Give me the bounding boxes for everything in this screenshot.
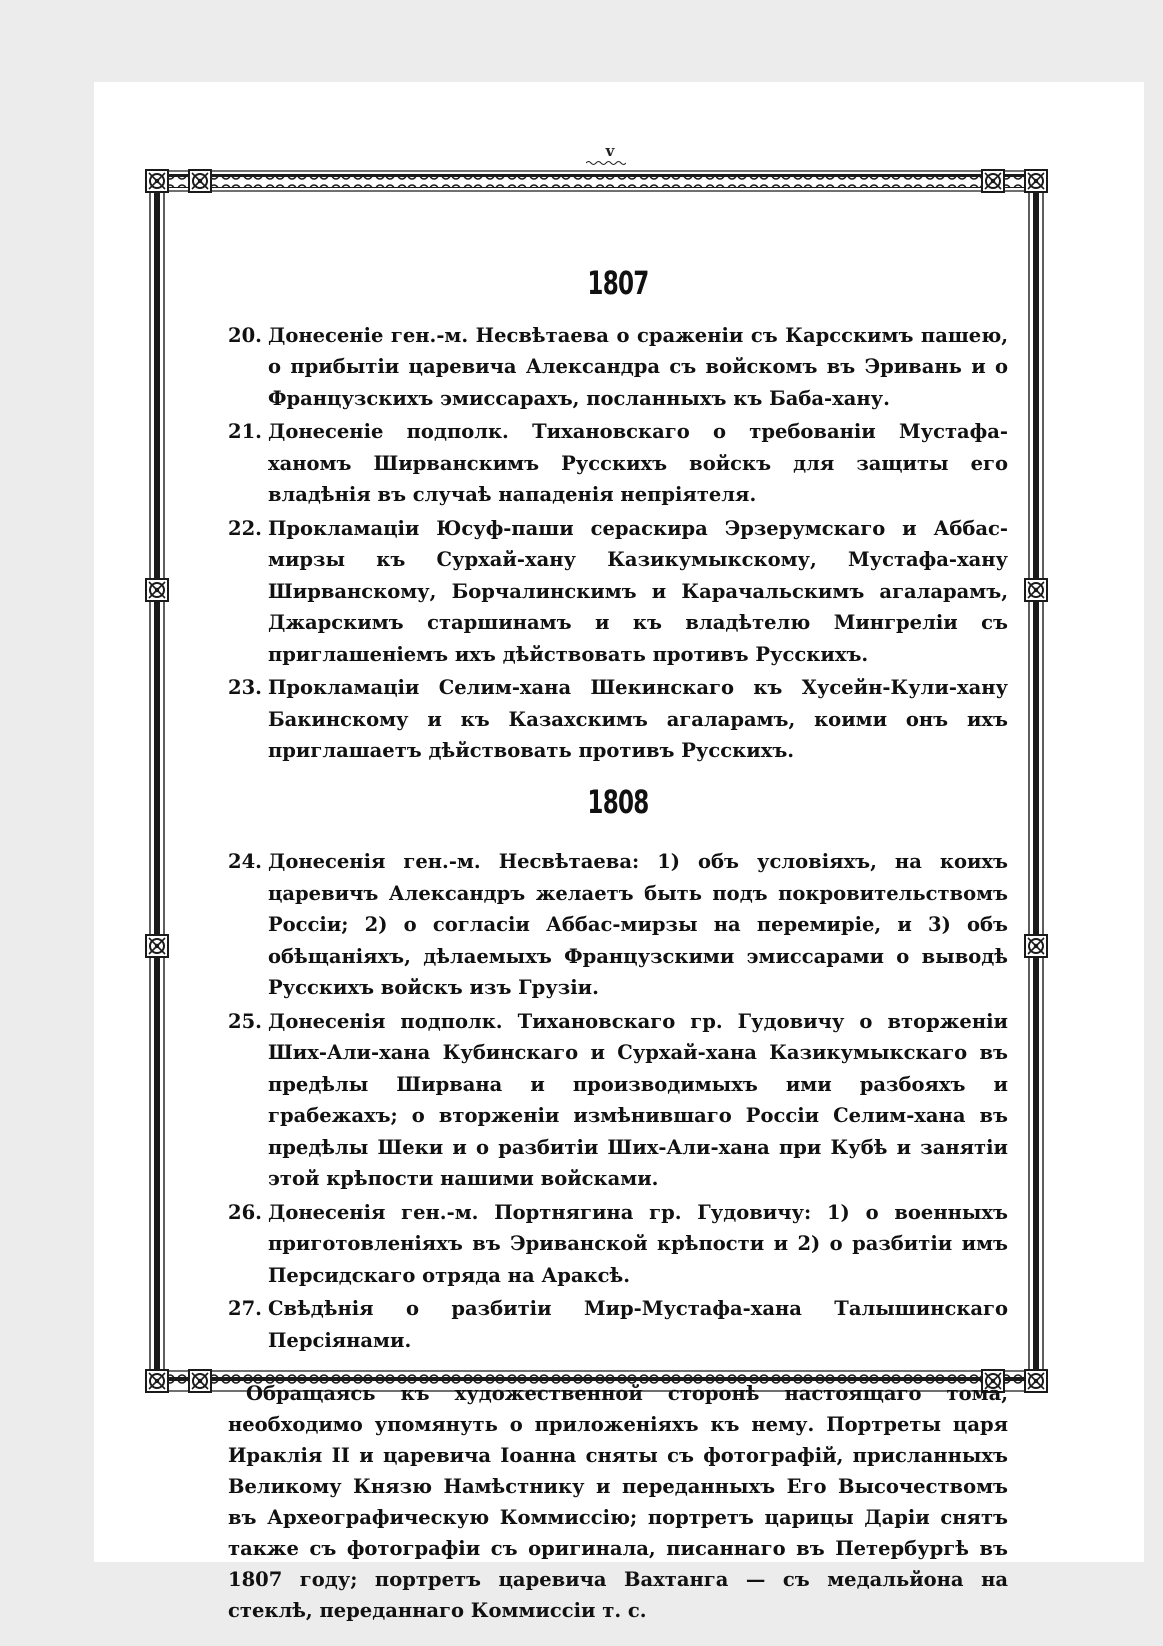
entry-text: Донесенія подполк. Тихановскаго гр. Гудовичу о вторженіи Ших-Али-хана Кубинскаго и Сурхай-хана Казикумыкскаго въ предѣлы Ширвана и производимыхъ ими разбояхъ и грабежахъ; о вторженіи измѣнившаго Россіи Селим-хана въ предѣлы Шеки и о разбитіи Ших-Али-хана при Кубѣ и занятіи этой крѣпости нашими войсками. xyxy=(268,1009,1008,1190)
entry-number: 27. xyxy=(228,1297,262,1320)
closing-paragraph: Обращаясь къ художественной сторонѣ настоящаго тома, необходимо упомянуть о приложеніяхъ къ нему. Портреты царя Ираклія II и царевича Іоанна сняты съ фотографій, присланныхъ Великому Князю Намѣстнику и переданныхъ Его Высочествомъ въ Археографическую Коммиссію; портретъ царицы Даріи снятъ также съ фотографіи съ оригинала, писаннаго въ Петербургѣ въ 1807 году; портретъ царевича Вахтанга — съ медальйона на стеклѣ, переданнаго Коммиссіи т. с. xyxy=(228,1382,1008,1622)
entry-number: 26. xyxy=(228,1200,262,1224)
entry-22 xyxy=(228,513,1008,671)
year-heading-1807: 1807 xyxy=(587,264,649,302)
entry-text: Прокламаціи Юсуф-паши сераскира Эрзерумскаго и Аббас-мирзы къ Сурхай-хану Казикумыкскому, Мустафа-хану Ширванскому, Борчалинскимъ и Карачальскимъ агаларамъ, Джарскимъ старшинамъ и къ владѣтелю Мингреліи съ приглашеніемъ ихъ дѣйствовать противъ Русскихъ. xyxy=(268,516,1008,666)
entry-number: 24. xyxy=(228,850,262,873)
entry-23 xyxy=(228,672,1008,767)
entry-number: 21. xyxy=(228,420,262,443)
entry-text: Донесеніе подполк. Тихановскаго о требованіи Мустафа-ханомъ Ширванскимъ Русскихъ войскъ для защиты его владѣнія въ случаѣ нападенія непріятеля. xyxy=(268,420,1008,506)
entry-24 xyxy=(228,846,1008,1004)
entry-number: 22. xyxy=(228,516,262,540)
entry-number: 23. xyxy=(228,676,262,699)
entry-26 xyxy=(228,1197,1008,1292)
year-heading-1808: 1808 xyxy=(587,782,649,821)
page-number: v xyxy=(605,142,615,160)
entry-20 xyxy=(228,320,1008,415)
entry-text: Свѣдѣнія о разбитіи Мир-Мустафа-хана Талышинскаго Персіянами. xyxy=(268,1297,1008,1352)
document-body xyxy=(228,260,1008,1646)
entry-text: Донесенія ген.-м. Несвѣтаева: 1) объ условіяхъ, на коихъ царевичъ Александръ желаетъ быть подъ покровительствомъ Россіи; 2) о согласіи Аббас-мирзы на перемиріе, и 3) объ обѣщаніяхъ, дѣлаемыхъ Французскими эмиссарами о выводѣ Русскихъ войскъ изъ Грузіи. xyxy=(268,850,1008,999)
entry-number: 25. xyxy=(228,1009,262,1033)
entry-text: Донесенія ген.-м. Портнягина гр. Гудовичу: 1) о военныхъ приготовленіяхъ въ Эриванской крѣпости и 2) о разбитіи имъ Персидскаго отряда на Араксѣ. xyxy=(268,1200,1008,1287)
entry-25 xyxy=(228,1006,1008,1195)
entry-27 xyxy=(228,1293,1008,1356)
entry-21 xyxy=(228,416,1008,511)
entry-number: 20. xyxy=(228,323,262,347)
entry-text: Прокламаціи Селим-хана Шекинскаго къ Хусейн-Кули-хану Бакинскому и къ Казахскимъ агаларамъ, коими онъ ихъ приглашаетъ дѣйствовать противъ Русскихъ. xyxy=(268,676,1008,762)
entry-text: Донесеніе ген.-м. Несвѣтаева о сраженіи съ Карсскимъ пашею, о прибытіи царевича Александра съ войскомъ въ Эривань и о Французскихъ эмиссарахъ, посланныхъ къ Баба-хану. xyxy=(268,323,1008,410)
